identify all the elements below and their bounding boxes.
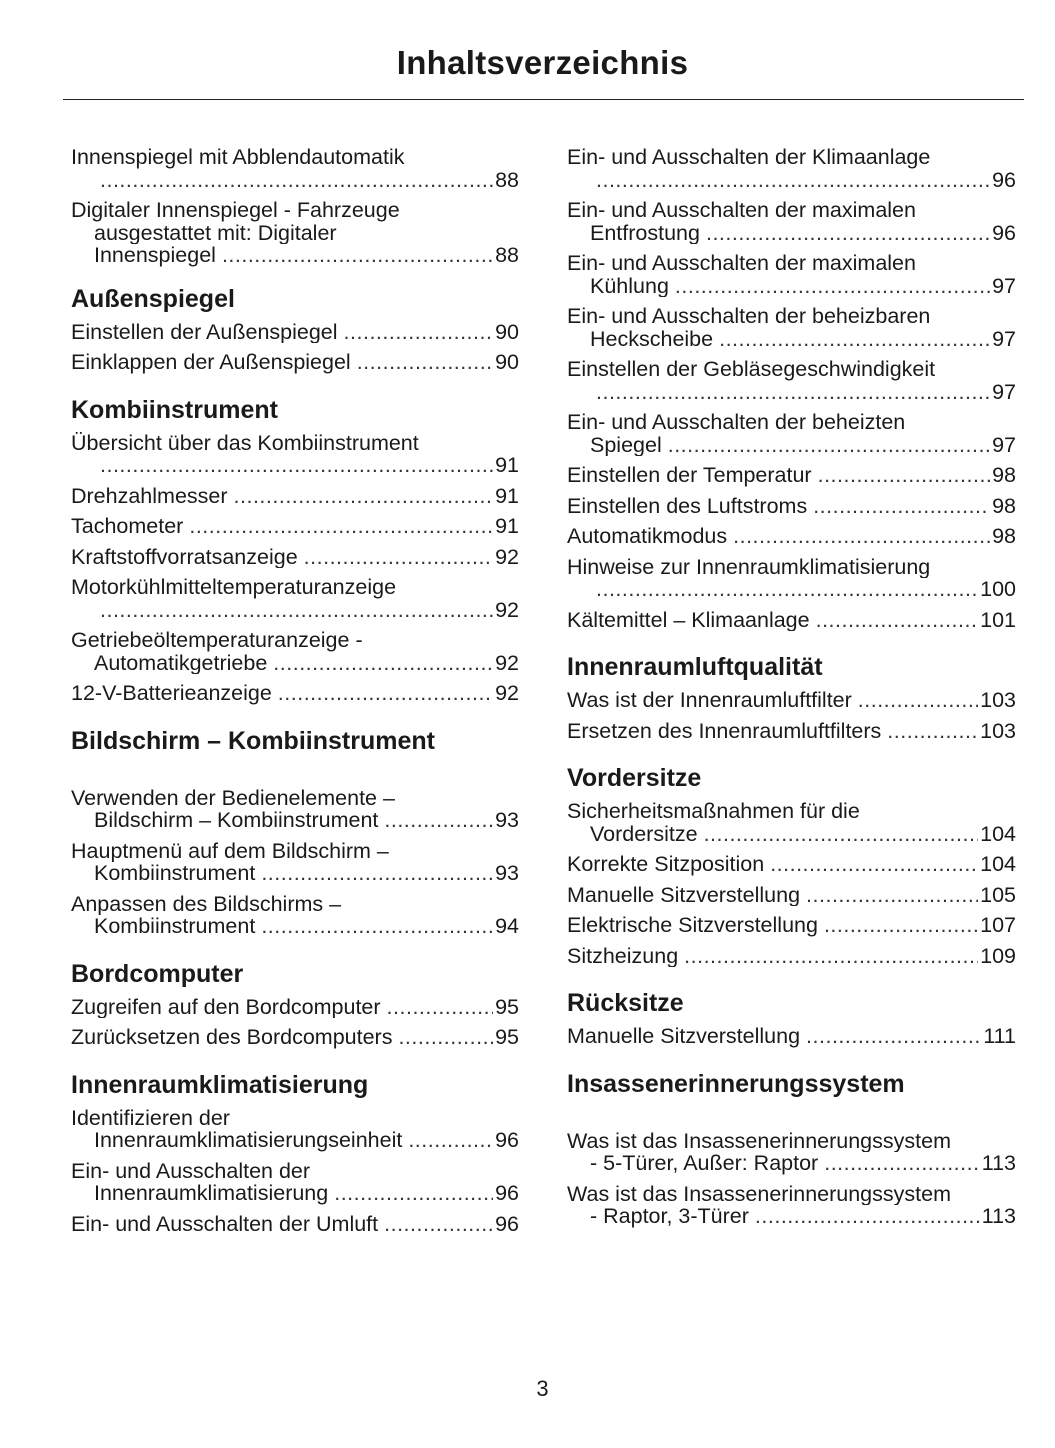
dot-leader — [733, 525, 990, 548]
toc-entry-title: Zurücksetzen des Bordcomputers — [71, 1026, 393, 1049]
toc-page-number: 104 — [980, 853, 1016, 876]
toc-page-number: 97 — [992, 433, 1016, 456]
toc-entry-title: Kraftstoffvorratsanzeige — [71, 545, 298, 568]
toc-entry-title: Identifizieren der — [71, 1106, 230, 1129]
toc-entry[interactable] — [567, 199, 1016, 244]
toc-page-number: 101 — [980, 608, 1016, 631]
toc-page-number: 103 — [980, 689, 1016, 712]
toc-entry[interactable] — [71, 1026, 519, 1049]
toc-page-number: 88 — [495, 168, 519, 191]
dot-leader — [398, 1026, 493, 1049]
toc-page-number: 96 — [495, 1212, 519, 1235]
toc-entry[interactable] — [567, 914, 1016, 937]
toc-entry[interactable] — [71, 629, 519, 674]
toc-entry-title-cont: Innenraumklimatisierungseinheit — [94, 1129, 403, 1152]
toc-entry[interactable] — [567, 495, 1016, 518]
toc-page-number: 113 — [981, 1205, 1016, 1228]
toc-entry-title: Hinweise zur Innenraumklimatisierung — [567, 555, 931, 578]
toc-entry[interactable] — [567, 1130, 1016, 1175]
dot-leader — [675, 275, 990, 298]
dot-leader — [387, 996, 494, 1019]
toc-entry[interactable] — [567, 146, 1016, 191]
section-heading: Vordersitze — [567, 764, 702, 792]
toc-page-number: 88 — [495, 244, 519, 267]
section-heading: Innenraumluftqualität — [567, 653, 823, 681]
toc-entry-title: Ein- und Ausschalten der — [71, 1159, 311, 1182]
dot-leader — [706, 222, 990, 245]
dot-leader — [858, 689, 978, 712]
dot-leader — [816, 609, 979, 632]
section-heading: Insassenerinnerungssystem — [567, 1069, 905, 1098]
toc-page-number: 94 — [495, 915, 519, 938]
toc-entry-title: Ein- und Ausschalten der maximalen — [567, 252, 916, 275]
toc-page-number: 90 — [495, 351, 519, 374]
toc-entry-title: Verwenden der Bedienelemente – — [71, 786, 395, 809]
dot-leader — [824, 1152, 980, 1175]
toc-entry[interactable] — [567, 945, 1016, 968]
toc-entry-title-cont: Innenspiegel — [94, 244, 216, 267]
dot-leader — [684, 945, 978, 968]
toc-entry-title: Motorkühlmitteltemperaturanzeige — [71, 576, 397, 599]
toc-page-number: 113 — [981, 1152, 1016, 1175]
toc-entry-title: Anpassen des Bildschirms – — [71, 892, 342, 915]
page-number: 3 — [536, 1376, 549, 1401]
dot-leader — [596, 578, 978, 601]
toc-entry-title: Ersetzen des Innenraumluftfilters — [567, 719, 882, 742]
toc-entry[interactable] — [567, 358, 1016, 403]
toc-page-number: 109 — [980, 944, 1016, 967]
section-heading: Innenraumklimatisierung — [71, 1070, 369, 1099]
toc-entry[interactable] — [71, 787, 519, 832]
toc-entry-title: Einstellen der Temperatur — [567, 464, 812, 487]
dot-leader — [813, 495, 990, 518]
toc-entry[interactable] — [71, 1160, 519, 1205]
toc-page-number: 93 — [495, 809, 519, 832]
toc-entry[interactable] — [71, 321, 519, 344]
toc-entry-title: Kältemittel – Klimaanlage — [567, 608, 810, 631]
toc-page-number: 96 — [992, 168, 1016, 191]
dot-leader — [719, 328, 990, 351]
toc-entry[interactable] — [71, 893, 519, 938]
dot-leader — [222, 244, 493, 267]
toc-entry-title-cont: Kühlung — [590, 274, 669, 297]
toc-entry-title: Ein- und Ausschalten der maximalen — [567, 199, 916, 222]
toc-page-number: 98 — [992, 494, 1016, 517]
toc-entry[interactable] — [71, 1107, 519, 1152]
toc-page-number: 91 — [495, 484, 519, 507]
dot-leader — [770, 853, 978, 876]
toc-page-number: 100 — [980, 578, 1016, 601]
toc-page-number: 95 — [495, 1026, 519, 1049]
toc-entry-title-cont: ausgestattet mit: Digitaler — [94, 221, 337, 244]
toc-entry-title-cont: - 5-Türer, Außer: Raptor — [590, 1152, 819, 1175]
toc-entry-title-cont: - Raptor, 3-Türer — [590, 1205, 749, 1228]
toc-entry-title: Was ist der Innenraumluftfilter — [567, 689, 852, 712]
toc-page-number: 92 — [495, 545, 519, 568]
dot-leader — [261, 862, 493, 885]
dot-leader — [100, 169, 493, 192]
toc-entry-title: Getriebeöltemperaturanzeige - — [71, 629, 363, 652]
toc-entry-title: Was ist das Insassenerinnerungssystem — [567, 1182, 951, 1205]
toc-entry-title: Hauptmenü auf dem Bildschirm – — [71, 839, 389, 862]
toc-entry[interactable] — [71, 546, 519, 569]
toc-entry[interactable] — [567, 609, 1016, 632]
dot-leader — [596, 169, 990, 192]
toc-entry-title: Einstellen der Außenspiegel — [71, 320, 338, 343]
dot-leader — [304, 546, 493, 569]
toc-entry[interactable] — [71, 1213, 519, 1236]
toc-entry-title: Automatikmodus — [567, 525, 728, 548]
toc-entry-title-cont: Spiegel — [590, 433, 662, 456]
toc-entry-title-cont: Automatikgetriebe — [94, 651, 268, 674]
toc-entry-title: Zugreifen auf den Bordcomputer — [71, 995, 381, 1018]
dot-leader — [887, 720, 978, 743]
toc-entry-title: Manuelle Sitzverstellung — [567, 1025, 801, 1048]
toc-entry[interactable] — [567, 853, 1016, 876]
section-heading: Rücksitze — [567, 989, 684, 1017]
toc-entry-title: Ein- und Ausschalten der beheizbaren — [567, 305, 931, 328]
title-divider — [63, 99, 1024, 100]
toc-entry-title: Digitaler Innenspiegel - Fahrzeuge — [71, 199, 400, 222]
toc-entry[interactable] — [567, 411, 1016, 456]
dot-leader — [384, 1213, 493, 1236]
section-heading: Bordcomputer — [71, 959, 244, 988]
toc-page-number: 91 — [495, 454, 519, 477]
toc-entry[interactable] — [567, 689, 1016, 712]
toc-page-number: 96 — [495, 1182, 519, 1205]
toc-page-number: 93 — [495, 862, 519, 885]
toc-entry-title: Drehzahlmesser — [71, 484, 228, 507]
toc-entry[interactable] — [71, 351, 519, 374]
toc-page-number: 92 — [495, 651, 519, 674]
toc-page-number: 91 — [495, 515, 519, 538]
toc-page-number: 90 — [495, 320, 519, 343]
toc-entry-title: Einstellen des Luftstroms — [567, 494, 808, 517]
dot-leader — [806, 1025, 981, 1048]
toc-page-number: 105 — [980, 883, 1016, 906]
toc-page-number: 97 — [992, 327, 1016, 350]
toc-entry[interactable] — [567, 1025, 1016, 1048]
dot-leader — [261, 915, 493, 938]
toc-page-number: 95 — [495, 995, 519, 1018]
toc-page-number: 104 — [980, 822, 1016, 845]
toc-entry-title-cont: Heckscheibe — [590, 327, 714, 350]
toc-entry[interactable] — [71, 682, 519, 705]
toc-page-number: 98 — [992, 525, 1016, 548]
toc-page-number: 97 — [992, 274, 1016, 297]
dot-leader — [273, 652, 493, 675]
toc-entry-title: 12-V-Batterieanzeige — [71, 682, 272, 705]
toc-entry-title: Einstellen der Gebläsegeschwindigkeit — [567, 358, 936, 381]
toc-entry[interactable] — [71, 576, 519, 621]
dot-leader — [344, 321, 494, 344]
toc-entry-title-cont: Innenraumklimatisierung — [94, 1182, 329, 1205]
toc-entry-title-cont: Kombiinstrument — [94, 915, 256, 938]
toc-entry-title: Elektrische Sitzverstellung — [567, 914, 818, 937]
toc-entry-title: Übersicht über das Kombiinstrument — [71, 431, 419, 454]
section-heading: Kombiinstrument — [71, 395, 278, 424]
toc-entry-title: Ein- und Ausschalten der beheizten — [567, 411, 906, 434]
toc-entry[interactable] — [71, 515, 519, 538]
toc-entry[interactable] — [567, 305, 1016, 350]
dot-leader — [278, 682, 493, 705]
toc-entry-title: Tachometer — [71, 515, 184, 538]
toc-entry-title: Korrekte Sitzposition — [567, 853, 765, 876]
toc-entry[interactable] — [71, 996, 519, 1019]
toc-entry[interactable] — [567, 720, 1016, 743]
toc-page-number: 92 — [495, 598, 519, 621]
section-heading: Außenspiegel — [71, 284, 235, 313]
dot-leader — [100, 599, 493, 622]
dot-leader — [755, 1205, 980, 1228]
toc-entry-title: Einklappen der Außenspiegel — [71, 351, 351, 374]
dot-leader — [408, 1129, 493, 1152]
toc-page-number: 103 — [980, 719, 1016, 742]
dot-leader — [100, 454, 493, 477]
dot-leader — [189, 515, 493, 538]
toc-entry[interactable] — [567, 884, 1016, 907]
dot-leader — [596, 381, 990, 404]
toc-entry[interactable] — [567, 800, 1016, 845]
dot-leader — [806, 884, 978, 907]
toc-entry[interactable] — [71, 146, 519, 191]
toc-entry[interactable] — [71, 840, 519, 885]
toc-entry[interactable] — [71, 432, 519, 477]
toc-entry[interactable] — [567, 556, 1016, 601]
toc-entry-title: Ein- und Ausschalten der Umluft — [71, 1212, 379, 1235]
toc-column-right — [567, 146, 1016, 1236]
dot-leader — [334, 1182, 493, 1205]
toc-entry-title-cont: Vordersitze — [590, 822, 698, 845]
toc-page-number: 92 — [495, 682, 519, 705]
toc-entry-title-cont: Entfrostung — [590, 221, 700, 244]
toc-entry-title: Was ist das Insassenerinnerungssystem — [567, 1129, 951, 1152]
toc-entry[interactable] — [567, 252, 1016, 297]
toc-entry[interactable] — [567, 464, 1016, 487]
dot-leader — [704, 823, 979, 846]
toc-entry-title: Sicherheitsmaßnahmen für die — [567, 800, 860, 823]
toc-page-number: 96 — [495, 1129, 519, 1152]
toc-entry-title-cont: Kombiinstrument — [94, 862, 256, 885]
dot-leader — [384, 809, 493, 832]
toc-page-number: 96 — [992, 221, 1016, 244]
toc-entry[interactable] — [71, 199, 519, 267]
page-title: Inhaltsverzeichnis — [396, 44, 689, 81]
toc-column-left — [71, 146, 519, 1243]
dot-leader — [234, 485, 494, 508]
dot-leader — [668, 434, 990, 457]
toc-page-number: 98 — [992, 464, 1016, 487]
dot-leader — [357, 351, 493, 374]
toc-entry[interactable] — [567, 1183, 1016, 1228]
dot-leader — [824, 914, 978, 937]
toc-entry-title-cont: Bildschirm – Kombiinstrument — [94, 809, 379, 832]
dot-leader — [818, 464, 990, 487]
toc-page-number: 107 — [980, 914, 1016, 937]
toc-entry[interactable] — [71, 485, 519, 508]
toc-entry-title: Sitzheizung — [567, 944, 679, 967]
toc-entry-title: Ein- und Ausschalten der Klimaanlage — [567, 146, 931, 169]
toc-page-number: 111 — [983, 1025, 1016, 1048]
toc-page-number: 97 — [992, 380, 1016, 403]
section-heading: Bildschirm – Kombiinstrument — [71, 726, 435, 755]
toc-entry-title: Manuelle Sitzverstellung — [567, 883, 801, 906]
toc-entry[interactable] — [567, 525, 1016, 548]
toc-entry-title: Innenspiegel mit Abblendautomatik — [71, 146, 405, 169]
